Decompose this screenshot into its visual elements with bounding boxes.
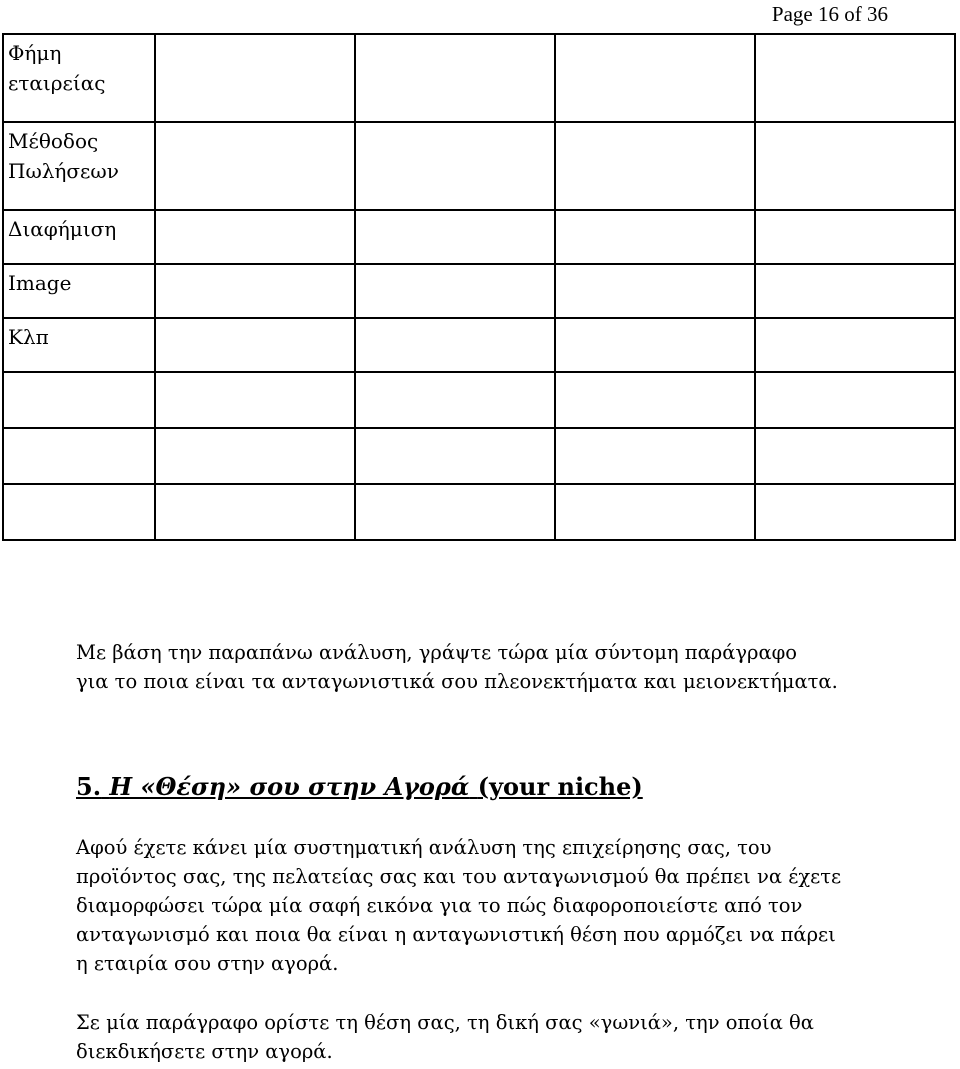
page-number: Page 16 of 36 — [771, 2, 888, 26]
section-title-english: (your niche) — [477, 772, 643, 801]
paragraph-line: Αφού έχετε κάνει μία συστηματική ανάλυση της επιχείρησης σας, του — [76, 836, 772, 859]
paragraph-line: Σε μία παράγραφο ορίστε τη θέση σας, τη δική σας «γωνιά», την οποία θα — [76, 1011, 814, 1034]
section-paragraph — [76, 1008, 814, 1066]
table-row — [3, 372, 955, 428]
section-title-greek: Η «Θέση» σου στην Αγορά — [109, 772, 470, 801]
table-row — [3, 484, 955, 540]
row-label: Κλπ — [3, 318, 155, 372]
table-row — [3, 122, 955, 210]
analysis-prompt — [76, 638, 936, 696]
row-label — [3, 484, 155, 540]
row-label — [3, 372, 155, 428]
row-label — [3, 428, 155, 484]
row-label: Διαφήμιση — [3, 210, 155, 264]
row-label: Μέθοδος Πωλήσεων — [3, 122, 155, 210]
row-label: Φήμη εταιρείας — [3, 34, 155, 122]
section-number: 5. — [76, 772, 102, 801]
table-row — [3, 428, 955, 484]
paragraph-line: η εταιρία σου στην αγορά. — [76, 952, 339, 975]
section-heading — [76, 772, 643, 801]
competitive-analysis-table — [2, 33, 956, 541]
row-label: Image — [3, 264, 155, 318]
analysis-prompt-line: για το ποια είναι τα ανταγωνιστικά σου πλεονεκτήματα και μειονεκτήματα. — [76, 670, 838, 693]
table-row — [3, 264, 955, 318]
table-row — [3, 318, 955, 372]
paragraph-line: ανταγωνισμό και ποια θα είναι η ανταγωνιστική θέση που αρμόζει να πάρει — [76, 923, 836, 946]
section-paragraph — [76, 833, 841, 978]
paragraph-line: διεκδικήσετε στην αγορά. — [76, 1040, 333, 1063]
table-row — [3, 210, 955, 264]
paragraph-line: προϊόντος σας, της πελατείας σας και του ανταγωνισμού θα πρέπει να έχετε — [76, 865, 842, 888]
analysis-prompt-line: Με βάση την παραπάνω ανάλυση, γράψτε τώρα μία σύντομη παράγραφο — [76, 641, 798, 664]
paragraph-line: διαμορφώσει τώρα μία σαφή εικόνα για το πώς διαφοροποιείστε από τον — [76, 894, 803, 917]
table-row — [3, 34, 955, 122]
